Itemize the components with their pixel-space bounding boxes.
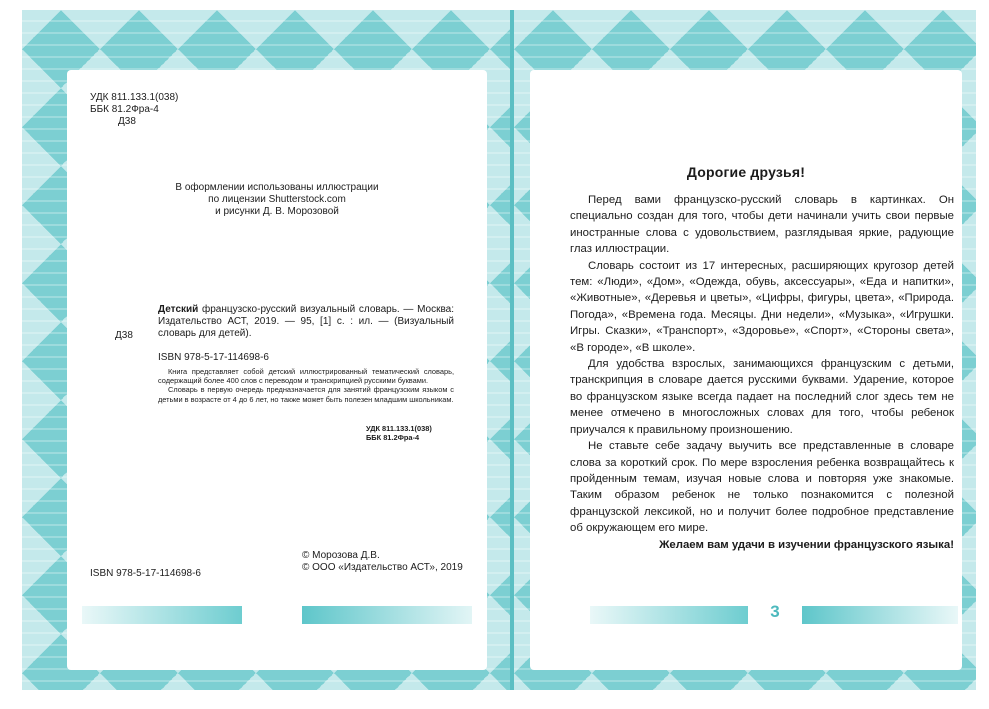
author-mark: Д38	[115, 330, 133, 341]
bbk-line: ББК 81.2Фра-4	[366, 433, 420, 443]
credits-line: В оформлении использованы иллюстрации	[175, 182, 379, 193]
illustration-credits	[67, 182, 487, 218]
udk-block-bottom	[366, 424, 432, 442]
copyright-line: © Морозова Д.В.	[302, 550, 380, 561]
page-title: Дорогие друзья!	[686, 164, 806, 180]
udk-line: УДК 811.133.1(038)	[366, 424, 432, 433]
udk-line: УДК 811.133.1(038)	[90, 92, 179, 103]
biblio-description: французско-русский визуальный словарь. — Москва: Издательство АСТ, 2019. — 95, [1] с. : ил. — (Визуальный словарь для детей).	[158, 304, 454, 339]
annotation	[158, 367, 454, 404]
left-page	[22, 10, 510, 690]
right-page-panel	[530, 70, 962, 670]
preface-paragraph: Словарь состоит из 17 интересных, расширяющих кругозор детей тем: «Люди», «Дом», «Одежда, обувь, аксессуары», «Еда и напитки», «Животные», «Деревья и цветы», «Цифры, фигуры, цвета», «Природа. Погода», «Времена года. Месяцы. Дни недели», «Музыка», «Игрушки. Игры. Сказки», «Транспорт», «Здоровье», «Спорт», «Стороны света», «В городе», «В школе».	[570, 259, 954, 354]
closing-wish: Желаем вам удачи в изучении французского языка!	[659, 538, 954, 551]
preface-text	[570, 192, 954, 553]
isbn-bottom: ISBN 978-5-17-114698-6	[90, 568, 201, 579]
preface-paragraph: Перед вами французско-русский словарь в картинках. Он специально создан для того, чтобы дети начинали учить свои первые иностранные слова с удовольствием, разглядывая яркие, радующие глаз иллюстрации.	[570, 194, 954, 256]
copyright-block	[302, 550, 463, 574]
udk-block-top	[90, 92, 178, 128]
bibliographic-entry	[158, 304, 454, 340]
d38-line: Д38	[118, 116, 136, 127]
decorative-bar	[82, 606, 242, 624]
isbn: ISBN 978-5-17-114698-6	[158, 352, 269, 363]
preface-paragraph: Не ставьте себе задачу выучить все представленные в словаре слова за короткий срок. По мере взросления ребенка возвращайтесь к пройденным темам, изучая новые слова и повторяя уже знакомые. Таким образом ребенок не только познакомится с полезной французской лексикой, но и получит более подробное представление об окружающем его мире.	[570, 440, 954, 535]
copyright-line: © ООО «Издательство АСТ», 2019	[302, 562, 463, 573]
decorative-bar	[802, 606, 958, 624]
page-number: 3	[770, 602, 780, 621]
bbk-line: ББК 81.2Фра-4	[90, 104, 159, 115]
preface-paragraph: Для удобства взрослых, занимающихся французским с детьми, транскрипция в словаре дается русскими буквами. Ударение, которое во французском языке всегда падает на последний слог здесь тем не менее отмечено в многосложных словах для того, чтобы ребенок приучался к правильному произношению.	[570, 358, 954, 436]
decorative-bar	[302, 606, 472, 624]
decorative-bar	[590, 606, 748, 624]
credits-line: и рисунки Д. В. Морозовой	[215, 206, 339, 217]
right-page	[514, 10, 976, 690]
annotation-paragraph: Словарь в первую очередь предназначается для занятий французским языком с детьми в возрасте от 4 до 6 лет, но также может быть полезен младшим школьникам.	[158, 385, 454, 404]
credits-line: по лицензии Shutterstock.com	[208, 194, 346, 205]
left-page-panel	[67, 70, 487, 670]
annotation-paragraph: Книга представляет собой детский иллюстрированный тематический словарь, содержащий более 400 слов с переводом и транскрипцией русскими буквами.	[158, 367, 454, 386]
biblio-title: Детский	[158, 304, 199, 315]
